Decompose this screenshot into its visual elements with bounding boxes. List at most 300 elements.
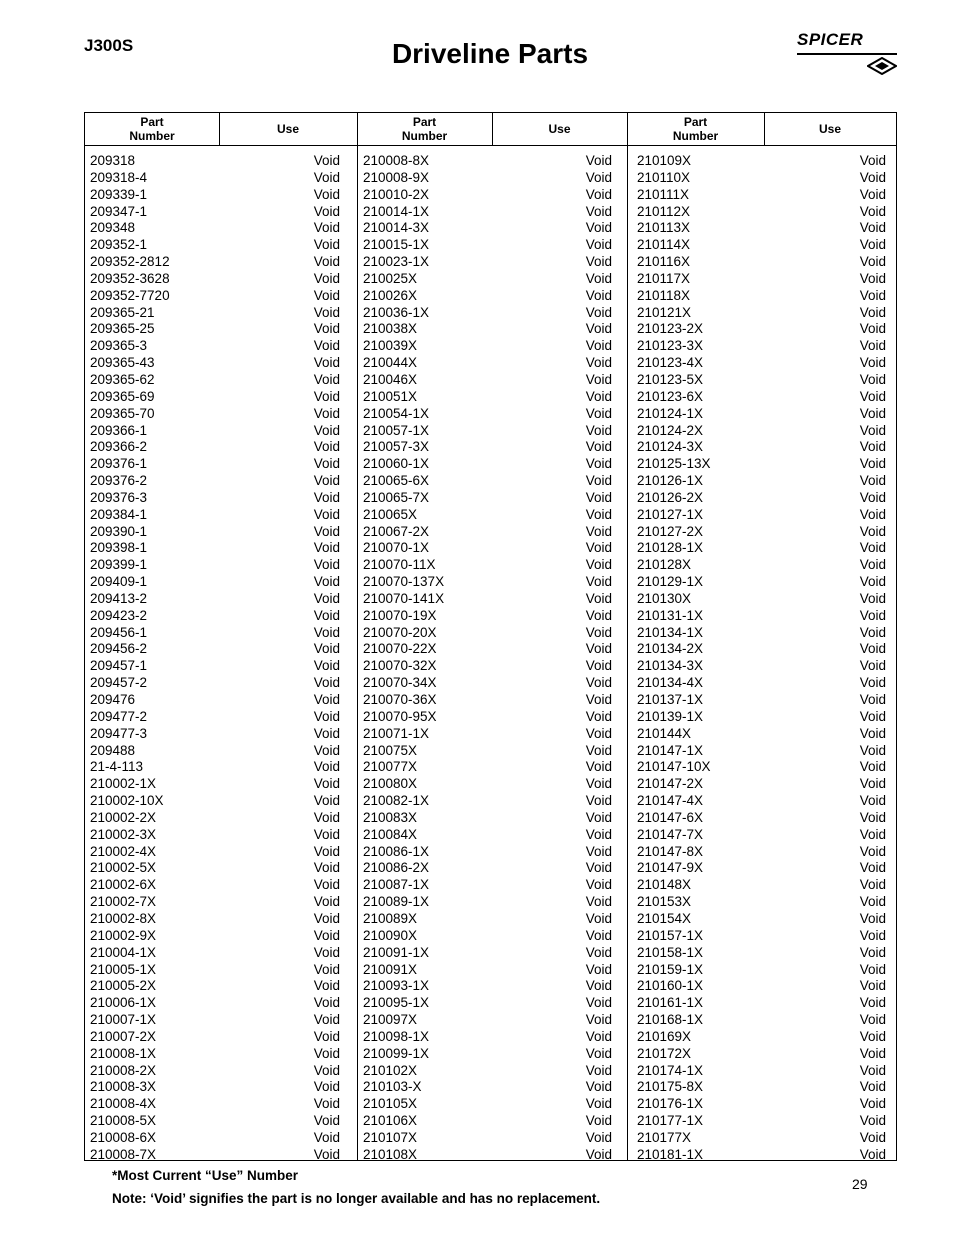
part-number: 210051X (363, 388, 418, 404)
part-number: 210105X (363, 1096, 418, 1112)
part-number: 209366-2 (90, 439, 148, 455)
table-row (637, 675, 886, 692)
parts-column (637, 153, 886, 1164)
use-value: Void (859, 877, 886, 893)
part-number: 210159-1X (637, 961, 704, 977)
part-number: 209339-1 (90, 186, 148, 202)
table-row (90, 1130, 340, 1147)
use-value: Void (585, 321, 612, 337)
part-number: 210147-9X (637, 860, 704, 876)
use-value: Void (313, 1012, 340, 1028)
table-row (363, 1096, 612, 1113)
table-row (363, 608, 612, 625)
use-value: Void (313, 793, 340, 809)
table-row (363, 1130, 612, 1147)
use-value: Void (859, 725, 886, 741)
table-row (90, 1147, 340, 1164)
table-row (90, 1096, 340, 1113)
part-number: 210008-4X (90, 1096, 157, 1112)
use-value: Void (859, 809, 886, 825)
page-title: Driveline Parts (391, 38, 589, 69)
use-value: Void (859, 793, 886, 809)
part-number: 210070-22X (363, 641, 437, 657)
use-value: Void (585, 523, 612, 539)
use-value: Void (859, 557, 886, 573)
use-value: Void (585, 371, 612, 387)
table-row (637, 776, 886, 793)
use-value: Void (585, 473, 612, 489)
part-number: 210082-1X (363, 793, 430, 809)
part-number: 210090X (363, 927, 418, 943)
use-value: Void (859, 624, 886, 640)
table-row (363, 456, 612, 473)
part-number: 209366-1 (90, 422, 148, 438)
part-number: 210099-1X (363, 1045, 430, 1061)
part-number: 209457-2 (90, 675, 148, 691)
use-value: Void (585, 1045, 612, 1061)
use-value: Void (585, 641, 612, 657)
parts-column (90, 153, 340, 1164)
part-number: 210097X (363, 1012, 418, 1028)
part-number: 209352-3628 (90, 270, 170, 286)
part-number: 210174-1X (637, 1062, 704, 1078)
table-row (637, 1113, 886, 1130)
use-value: Void (313, 1045, 340, 1061)
table-row (637, 1130, 886, 1147)
table-row (90, 220, 340, 237)
use-value: Void (313, 506, 340, 522)
table-row (363, 776, 612, 793)
use-value: Void (585, 1079, 612, 1095)
table-row (637, 254, 886, 271)
table-row (363, 271, 612, 288)
part-number: 210131-1X (637, 607, 704, 623)
part-number: 210083X (363, 809, 418, 825)
use-value: Void (859, 692, 886, 707)
part-number: 210147-1X (637, 742, 704, 758)
part-number: 210002-10X (90, 793, 164, 809)
part-number: 210098-1X (363, 1028, 430, 1044)
part-number: 210002-4X (90, 843, 157, 859)
table-row (637, 793, 886, 810)
part-number: 210084X (363, 826, 418, 842)
table-row (363, 726, 612, 743)
dana-diamond-icon (867, 57, 897, 75)
table-row (90, 675, 340, 692)
table-row (363, 204, 612, 221)
table-row (637, 911, 886, 928)
parts-table (84, 112, 897, 1161)
use-value: Void (859, 371, 886, 387)
table-row (637, 524, 886, 541)
part-number: 210095-1X (363, 995, 430, 1011)
part-number: 210127-2X (637, 523, 704, 539)
use-value: Void (859, 338, 886, 354)
table-row (90, 692, 340, 709)
use-value: Void (585, 944, 612, 960)
table-row (637, 1079, 886, 1096)
part-number: 210008-6X (90, 1129, 157, 1145)
table-row (90, 844, 340, 861)
part-number: 209477-2 (90, 708, 148, 724)
use-value: Void (585, 658, 612, 674)
table-row (363, 540, 612, 557)
use-value: Void (859, 742, 886, 758)
use-value: Void (585, 1012, 612, 1028)
part-number: 210153X (637, 894, 692, 910)
part-number: 210039X (363, 338, 418, 354)
part-number: 210091-1X (363, 944, 430, 960)
table-row (637, 877, 886, 894)
part-number: 210077X (363, 759, 418, 775)
use-value: Void (313, 877, 340, 893)
part-number: 209365-25 (90, 321, 155, 337)
part-number: 210070-20X (363, 624, 437, 640)
header-part-number: Part Number (129, 115, 175, 143)
part-number: 210023-1X (363, 254, 430, 270)
table-row (637, 153, 886, 170)
part-number: 210102X (363, 1062, 418, 1078)
use-value: Void (313, 675, 340, 691)
use-value: Void (585, 304, 612, 320)
use-value: Void (585, 237, 612, 253)
use-value: Void (313, 186, 340, 202)
use-value: Void (313, 439, 340, 455)
part-number: 210134-3X (637, 658, 704, 674)
part-number: 210005-2X (90, 978, 157, 994)
table-row (363, 220, 612, 237)
table-row (90, 928, 340, 945)
table-row (637, 928, 886, 945)
table-row (637, 978, 886, 995)
header-use: Use (276, 122, 299, 136)
table-row (363, 439, 612, 456)
table-row (637, 810, 886, 827)
use-value: Void (585, 894, 612, 910)
part-number: 209390-1 (90, 523, 148, 539)
use-value: Void (859, 287, 886, 303)
table-row (90, 271, 340, 288)
table-row (637, 759, 886, 776)
use-value: Void (859, 843, 886, 859)
part-number: 210128-1X (637, 540, 704, 556)
part-number: 210160-1X (637, 978, 704, 994)
part-number: 210070-11X (363, 557, 436, 573)
use-value: Void (313, 456, 340, 472)
table-row (90, 1079, 340, 1096)
table-row (363, 254, 612, 271)
part-number: 210086-2X (363, 860, 430, 876)
part-number: 210060-1X (363, 456, 430, 472)
part-number: 210103-X (363, 1079, 422, 1095)
table-row (363, 860, 612, 877)
table-row (637, 1012, 886, 1029)
part-number: 210014-3X (363, 220, 430, 236)
table-row (637, 995, 886, 1012)
table-row (637, 894, 886, 911)
part-number: 210147-6X (637, 809, 704, 825)
use-value: Void (313, 304, 340, 320)
table-row (363, 490, 612, 507)
part-number: 210126-2X (637, 489, 704, 505)
use-value: Void (313, 944, 340, 960)
table-row (90, 423, 340, 440)
use-value: Void (313, 523, 340, 539)
use-value: Void (859, 675, 886, 691)
part-number: 210177-1X (637, 1113, 704, 1129)
table-row (363, 1079, 612, 1096)
part-number: 210147-10X (637, 759, 711, 775)
table-row (90, 372, 340, 389)
part-number: 210111X (637, 186, 690, 202)
table-row (363, 793, 612, 810)
table-row (637, 1147, 886, 1164)
use-value: Void (313, 405, 340, 421)
table-row (363, 372, 612, 389)
use-value: Void (859, 439, 886, 455)
part-number: 210026X (363, 287, 418, 303)
use-value: Void (859, 978, 886, 994)
table-row (363, 962, 612, 979)
table-row (637, 355, 886, 372)
use-value: Void (585, 270, 612, 286)
part-number: 210113X (637, 220, 691, 236)
use-value: Void (585, 607, 612, 623)
table-row (363, 305, 612, 322)
table-row (90, 877, 340, 894)
use-value: Void (585, 422, 612, 438)
use-value: Void (859, 388, 886, 404)
part-number: 210002-7X (90, 894, 157, 910)
table-row (90, 860, 340, 877)
footnote-void-note: Note: ‘Void’ signifies the part is no longer available and has no replacement. (112, 1191, 601, 1206)
part-number: 209399-1 (90, 557, 148, 573)
use-value: Void (585, 186, 612, 202)
use-value: Void (313, 658, 340, 674)
part-number: 210005-1X (90, 961, 157, 977)
part-number: 209376-1 (90, 456, 148, 472)
part-number: 210065-7X (363, 489, 430, 505)
use-value: Void (313, 153, 340, 168)
use-value: Void (859, 995, 886, 1011)
part-number: 210112X (637, 203, 691, 219)
use-value: Void (859, 1028, 886, 1044)
use-value: Void (313, 843, 340, 859)
part-number: 210108X (363, 1146, 418, 1162)
table-row (90, 945, 340, 962)
table-row (90, 237, 340, 254)
logo-rule (797, 53, 897, 55)
use-value: Void (585, 860, 612, 876)
use-value: Void (313, 725, 340, 741)
column-divider (357, 113, 358, 1160)
use-value: Void (859, 1129, 886, 1145)
part-number: 209456-1 (90, 624, 148, 640)
use-value: Void (585, 826, 612, 842)
table-row (90, 355, 340, 372)
use-value: Void (313, 590, 340, 606)
use-value: Void (859, 473, 886, 489)
table-row (637, 743, 886, 760)
part-number: 210008-9X (363, 169, 430, 185)
table-row (90, 1029, 340, 1046)
use-value: Void (313, 355, 340, 371)
part-number: 210107X (363, 1129, 418, 1145)
part-number: 210181-1X (637, 1146, 704, 1162)
use-value: Void (585, 388, 612, 404)
table-row (637, 860, 886, 877)
table-row (363, 641, 612, 658)
table-row (637, 288, 886, 305)
part-number: 210126-1X (637, 473, 704, 489)
part-number: 210008-8X (363, 153, 430, 168)
use-value: Void (859, 540, 886, 556)
part-number: 21-4-113 (90, 759, 144, 775)
use-value: Void (859, 203, 886, 219)
header-part-number: Part Number (672, 115, 719, 143)
use-value: Void (313, 220, 340, 236)
part-number: 210002-5X (90, 860, 157, 876)
use-value: Void (859, 237, 886, 253)
part-number: 210036-1X (363, 304, 430, 320)
part-number: 210070-19X (363, 607, 437, 623)
use-value: Void (585, 506, 612, 522)
use-value: Void (859, 1079, 886, 1095)
use-value: Void (859, 1062, 886, 1078)
table-row (637, 625, 886, 642)
part-number: 210065X (363, 506, 418, 522)
table-row (363, 574, 612, 591)
part-number: 210002-6X (90, 877, 157, 893)
table-row (637, 1096, 886, 1113)
use-value: Void (585, 220, 612, 236)
table-row (90, 1063, 340, 1080)
use-value: Void (585, 405, 612, 421)
part-number: 210004-1X (90, 944, 157, 960)
part-number: 210147-2X (637, 776, 704, 792)
use-value: Void (585, 287, 612, 303)
table-row (363, 1046, 612, 1063)
part-number: 210015-1X (363, 237, 430, 253)
use-value: Void (313, 1113, 340, 1129)
table-row (363, 810, 612, 827)
part-number: 210123-3X (637, 338, 704, 354)
part-number: 210147-4X (637, 793, 704, 809)
use-value: Void (313, 169, 340, 185)
use-value: Void (313, 489, 340, 505)
use-value: Void (585, 995, 612, 1011)
part-number: 210144X (637, 725, 692, 741)
part-number: 210123-5X (637, 371, 704, 387)
part-number: 209413-2 (90, 590, 148, 606)
table-row (637, 962, 886, 979)
table-row (363, 844, 612, 861)
use-value: Void (313, 574, 340, 590)
table-row (90, 473, 340, 490)
table-row (363, 557, 612, 574)
table-row (90, 1012, 340, 1029)
table-row (90, 204, 340, 221)
use-value: Void (585, 1129, 612, 1145)
use-value: Void (585, 624, 612, 640)
use-value: Void (313, 809, 340, 825)
use-value: Void (859, 186, 886, 202)
part-number: 209352-7720 (90, 287, 170, 303)
header-divider (492, 113, 493, 145)
use-value: Void (313, 910, 340, 926)
use-value: Void (585, 877, 612, 893)
table-row (363, 945, 612, 962)
part-number: 209477-3 (90, 725, 148, 741)
use-value: Void (313, 826, 340, 842)
part-number: 210137-1X (637, 692, 704, 707)
part-number: 210070-32X (363, 658, 437, 674)
table-row (90, 978, 340, 995)
table-row (363, 473, 612, 490)
part-number: 210123-6X (637, 388, 704, 404)
part-number: 210025X (363, 270, 418, 286)
use-value: Void (313, 1129, 340, 1145)
use-value: Void (859, 776, 886, 792)
use-value: Void (585, 1062, 612, 1078)
use-value: Void (313, 624, 340, 640)
header-divider (219, 113, 220, 145)
use-value: Void (585, 978, 612, 994)
table-row (90, 641, 340, 658)
use-value: Void (313, 894, 340, 910)
part-number: 210087-1X (363, 877, 430, 893)
spicer-logo (797, 30, 901, 76)
use-value: Void (585, 776, 612, 792)
use-value: Void (585, 338, 612, 354)
table-row (363, 288, 612, 305)
part-number: 209352-2812 (90, 254, 170, 270)
table-row (363, 355, 612, 372)
use-value: Void (585, 153, 612, 168)
table-row (363, 743, 612, 760)
table-row (363, 1012, 612, 1029)
use-value: Void (585, 675, 612, 691)
use-value: Void (585, 809, 612, 825)
table-row (637, 709, 886, 726)
use-value: Void (585, 742, 612, 758)
part-number: 210176-1X (637, 1096, 704, 1112)
table-row (363, 877, 612, 894)
table-row (637, 844, 886, 861)
part-number: 210172X (637, 1045, 692, 1061)
part-number: 210008-2X (90, 1062, 157, 1078)
table-row (637, 170, 886, 187)
use-value: Void (313, 641, 340, 657)
use-value: Void (859, 708, 886, 724)
part-number: 210046X (363, 371, 418, 387)
part-number: 210123-2X (637, 321, 704, 337)
use-value: Void (859, 607, 886, 623)
use-value: Void (585, 489, 612, 505)
part-number: 210117X (637, 270, 691, 286)
table-row (637, 473, 886, 490)
table-row (90, 827, 340, 844)
table-row (637, 1063, 886, 1080)
use-value: Void (313, 927, 340, 943)
part-number: 210125-13X (637, 456, 711, 472)
part-number: 209398-1 (90, 540, 148, 556)
part-number: 209457-1 (90, 658, 148, 674)
part-number: 210007-1X (90, 1012, 157, 1028)
part-number: 209384-1 (90, 506, 148, 522)
table-row (363, 692, 612, 709)
use-value: Void (313, 860, 340, 876)
